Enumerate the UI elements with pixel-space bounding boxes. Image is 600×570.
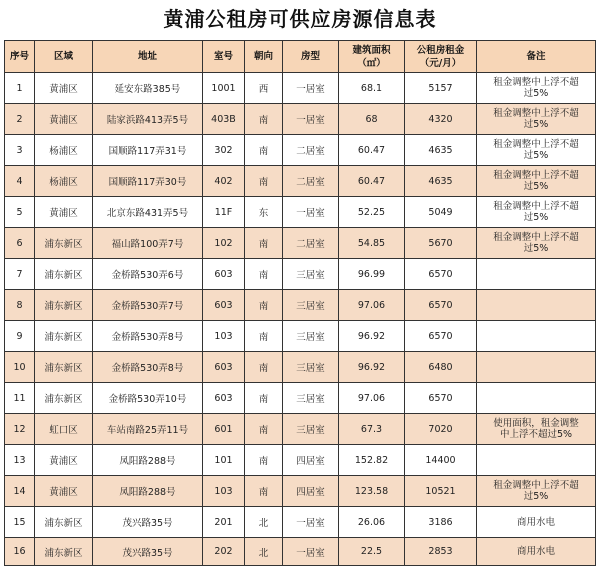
cell-orientation: 南 xyxy=(245,445,283,476)
cell-orientation: 北 xyxy=(245,507,283,538)
cell-address: 金桥路530弄8号 xyxy=(93,321,203,352)
cell-rent: 6480 xyxy=(405,352,477,383)
cell-layout: 一居室 xyxy=(283,197,339,228)
cell-size: 97.06 xyxy=(339,383,405,414)
cell-address: 凤阳路288号 xyxy=(93,476,203,507)
cell-area: 黄浦区 xyxy=(35,73,93,104)
cell-remark xyxy=(477,321,596,352)
cell-area: 浦东新区 xyxy=(35,352,93,383)
cell-layout: 一居室 xyxy=(283,507,339,538)
cell-address: 金桥路530弄8号 xyxy=(93,352,203,383)
cell-area: 杨浦区 xyxy=(35,135,93,166)
cell-size: 26.06 xyxy=(339,507,405,538)
cell-room: 402 xyxy=(203,166,245,197)
cell-area: 虹口区 xyxy=(35,414,93,445)
cell-layout: 三居室 xyxy=(283,290,339,321)
cell-area: 黄浦区 xyxy=(35,476,93,507)
cell-room: 102 xyxy=(203,228,245,259)
cell-rent: 4635 xyxy=(405,166,477,197)
header-size-line2: （㎡） xyxy=(357,57,386,69)
cell-no: 13 xyxy=(5,445,35,476)
table-row xyxy=(5,445,596,476)
cell-area: 杨浦区 xyxy=(35,166,93,197)
cell-area: 黄浦区 xyxy=(35,104,93,135)
cell-address: 凤阳路288号 xyxy=(93,445,203,476)
remark-line1: 商用水电 xyxy=(516,516,555,528)
header-area: 区域 xyxy=(35,41,93,73)
cell-no: 2 xyxy=(5,104,35,135)
cell-rent: 4635 xyxy=(405,135,477,166)
cell-layout: 三居室 xyxy=(283,383,339,414)
table-row xyxy=(5,104,596,135)
cell-area: 浦东新区 xyxy=(35,538,93,566)
header-address: 地址 xyxy=(93,41,203,73)
cell-size: 60.47 xyxy=(339,135,405,166)
cell-area: 浦东新区 xyxy=(35,321,93,352)
table-row xyxy=(5,135,596,166)
cell-layout: 二居室 xyxy=(283,135,339,166)
remark-line2: 中上浮不超过5% xyxy=(499,429,573,440)
header-rent-line2: （元/月） xyxy=(419,57,462,69)
cell-room: 403B xyxy=(203,104,245,135)
cell-no: 7 xyxy=(5,259,35,290)
cell-no: 12 xyxy=(5,414,35,445)
table-row xyxy=(5,321,596,352)
cell-area: 浦东新区 xyxy=(35,259,93,290)
header-layout: 房型 xyxy=(283,41,339,73)
cell-room: 103 xyxy=(203,321,245,352)
cell-address: 金桥路530弄7号 xyxy=(93,290,203,321)
cell-orientation: 南 xyxy=(245,259,283,290)
cell-size: 123.58 xyxy=(339,476,405,507)
cell-remark xyxy=(477,383,596,414)
cell-remark xyxy=(477,73,596,104)
cell-orientation: 西 xyxy=(245,73,283,104)
remark-line1: 商用水电 xyxy=(516,546,555,557)
header-no: 序号 xyxy=(5,41,35,73)
cell-size: 68 xyxy=(339,104,405,135)
remark-line1: 租金调整中上浮不超 xyxy=(493,139,579,150)
cell-no: 16 xyxy=(5,538,35,566)
remark-line2: 过5% xyxy=(523,491,549,502)
cell-remark xyxy=(477,135,596,166)
cell-rent: 6570 xyxy=(405,259,477,290)
cell-no: 1 xyxy=(5,73,35,104)
cell-room: 603 xyxy=(203,383,245,414)
table-row xyxy=(5,259,596,290)
remark-line1: 租金调整中上浮不超 xyxy=(493,108,579,119)
cell-size: 96.99 xyxy=(339,259,405,290)
cell-remark xyxy=(477,476,596,507)
table-row xyxy=(5,383,596,414)
cell-size: 54.85 xyxy=(339,228,405,259)
header-room: 室号 xyxy=(203,41,245,73)
cell-remark xyxy=(477,538,596,566)
cell-room: 202 xyxy=(203,538,245,566)
remark-line2: 过5% xyxy=(523,243,549,254)
cell-remark xyxy=(477,290,596,321)
cell-address: 陆家浜路413弄5号 xyxy=(93,104,203,135)
cell-size: 52.25 xyxy=(339,197,405,228)
remark-line1: 租金调整中上浮不超 xyxy=(493,170,579,181)
table-row xyxy=(5,73,596,104)
cell-layout: 一居室 xyxy=(283,104,339,135)
cell-address: 延安东路385号 xyxy=(93,73,203,104)
cell-orientation: 南 xyxy=(245,352,283,383)
remark-line1: 租金调整中上浮不超 xyxy=(493,232,579,243)
table-header-row xyxy=(5,41,596,73)
cell-rent: 3186 xyxy=(405,507,477,538)
table-row xyxy=(5,197,596,228)
cell-address: 茂兴路35号 xyxy=(93,507,203,538)
cell-rent: 6570 xyxy=(405,321,477,352)
table-row xyxy=(5,352,596,383)
cell-area: 黄浦区 xyxy=(35,445,93,476)
remark-line2: 过5% xyxy=(523,150,549,161)
cell-layout: 三居室 xyxy=(283,321,339,352)
cell-room: 302 xyxy=(203,135,245,166)
cell-layout: 一居室 xyxy=(283,73,339,104)
cell-room: 101 xyxy=(203,445,245,476)
header-remark: 备注 xyxy=(477,41,596,73)
cell-layout: 二居室 xyxy=(283,228,339,259)
remark-line2: 过5% xyxy=(523,181,549,192)
cell-remark xyxy=(477,228,596,259)
cell-size: 96.92 xyxy=(339,352,405,383)
cell-rent: 5670 xyxy=(405,228,477,259)
cell-address: 金桥路530弄6号 xyxy=(93,259,203,290)
cell-size: 97.06 xyxy=(339,290,405,321)
header-size-line1: 建筑面积 xyxy=(352,44,391,56)
table-row xyxy=(5,228,596,259)
cell-address: 茂兴路35号 xyxy=(93,538,203,566)
cell-layout: 四居室 xyxy=(283,445,339,476)
cell-address: 国顺路117弄31号 xyxy=(93,135,203,166)
cell-remark xyxy=(477,259,596,290)
cell-orientation: 南 xyxy=(245,166,283,197)
cell-room: 103 xyxy=(203,476,245,507)
cell-remark xyxy=(477,166,596,197)
cell-room: 601 xyxy=(203,414,245,445)
cell-remark xyxy=(477,197,596,228)
table-row xyxy=(5,414,596,445)
cell-room: 11F xyxy=(203,197,245,228)
remark-line2: 过5% xyxy=(523,212,549,223)
cell-layout: 四居室 xyxy=(283,476,339,507)
cell-area: 浦东新区 xyxy=(35,507,93,538)
cell-rent: 6570 xyxy=(405,290,477,321)
cell-orientation: 南 xyxy=(245,476,283,507)
cell-remark xyxy=(477,352,596,383)
cell-layout: 三居室 xyxy=(283,259,339,290)
housing-table xyxy=(4,40,596,566)
remark-line1: 租金调整中上浮不超 xyxy=(493,480,579,491)
cell-address: 车站南路25弄11号 xyxy=(93,414,203,445)
cell-room: 603 xyxy=(203,352,245,383)
cell-size: 60.47 xyxy=(339,166,405,197)
cell-orientation: 南 xyxy=(245,321,283,352)
remark-line1: 使用面积，租金调整 xyxy=(493,418,579,429)
cell-area: 浦东新区 xyxy=(35,383,93,414)
cell-size: 96.92 xyxy=(339,321,405,352)
cell-rent: 5049 xyxy=(405,197,477,228)
cell-remark xyxy=(477,507,596,538)
page-title: 黄浦公租房可供应房源信息表 xyxy=(163,7,437,31)
cell-size: 22.5 xyxy=(339,538,405,566)
cell-address: 金桥路530弄10号 xyxy=(93,383,203,414)
remark-line1: 租金调整中上浮不超 xyxy=(493,77,579,88)
cell-rent: 4320 xyxy=(405,104,477,135)
cell-layout: 三居室 xyxy=(283,414,339,445)
cell-orientation: 南 xyxy=(245,414,283,445)
remark-line2: 过5% xyxy=(523,119,549,130)
table-row xyxy=(5,476,596,507)
cell-orientation: 北 xyxy=(245,538,283,566)
cell-no: 5 xyxy=(5,197,35,228)
header-rent xyxy=(405,41,477,73)
cell-no: 9 xyxy=(5,321,35,352)
cell-orientation: 南 xyxy=(245,104,283,135)
cell-size: 67.3 xyxy=(339,414,405,445)
cell-no: 6 xyxy=(5,228,35,259)
table-row xyxy=(5,507,596,538)
cell-orientation: 南 xyxy=(245,228,283,259)
cell-layout: 一居室 xyxy=(283,538,339,566)
cell-orientation: 南 xyxy=(245,290,283,321)
cell-rent: 7020 xyxy=(405,414,477,445)
header-rent-line1: 公租房租金 xyxy=(416,44,465,56)
cell-rent: 6570 xyxy=(405,383,477,414)
cell-room: 1001 xyxy=(203,73,245,104)
cell-area: 黄浦区 xyxy=(35,197,93,228)
cell-room: 201 xyxy=(203,507,245,538)
cell-no: 11 xyxy=(5,383,35,414)
cell-size: 68.1 xyxy=(339,73,405,104)
cell-remark xyxy=(477,445,596,476)
table-row xyxy=(5,290,596,321)
cell-orientation: 东 xyxy=(245,197,283,228)
table-body xyxy=(5,73,596,566)
cell-no: 10 xyxy=(5,352,35,383)
cell-layout: 二居室 xyxy=(283,166,339,197)
cell-no: 14 xyxy=(5,476,35,507)
remark-line1: 租金调整中上浮不超 xyxy=(493,201,579,212)
cell-layout: 三居室 xyxy=(283,352,339,383)
cell-address: 福山路100弄7号 xyxy=(93,228,203,259)
remark-line2: 过5% xyxy=(523,88,549,99)
header-orientation: 朝向 xyxy=(245,41,283,73)
cell-orientation: 南 xyxy=(245,135,283,166)
cell-room: 603 xyxy=(203,259,245,290)
cell-rent: 10521 xyxy=(405,476,477,507)
cell-no: 8 xyxy=(5,290,35,321)
table-row xyxy=(5,166,596,197)
cell-remark xyxy=(477,104,596,135)
cell-no: 3 xyxy=(5,135,35,166)
cell-orientation: 南 xyxy=(245,383,283,414)
cell-room: 603 xyxy=(203,290,245,321)
cell-address: 国顺路117弄30号 xyxy=(93,166,203,197)
cell-area: 浦东新区 xyxy=(35,290,93,321)
cell-address: 北京东路431弄5号 xyxy=(93,197,203,228)
cell-rent: 2853 xyxy=(405,538,477,566)
cell-size: 152.82 xyxy=(339,445,405,476)
cell-rent: 5157 xyxy=(405,73,477,104)
cell-no: 4 xyxy=(5,166,35,197)
cell-area: 浦东新区 xyxy=(35,228,93,259)
cell-remark xyxy=(477,414,596,445)
table-row xyxy=(5,538,596,566)
header-size xyxy=(339,41,405,73)
cell-rent: 14400 xyxy=(405,445,477,476)
cell-no: 15 xyxy=(5,507,35,538)
